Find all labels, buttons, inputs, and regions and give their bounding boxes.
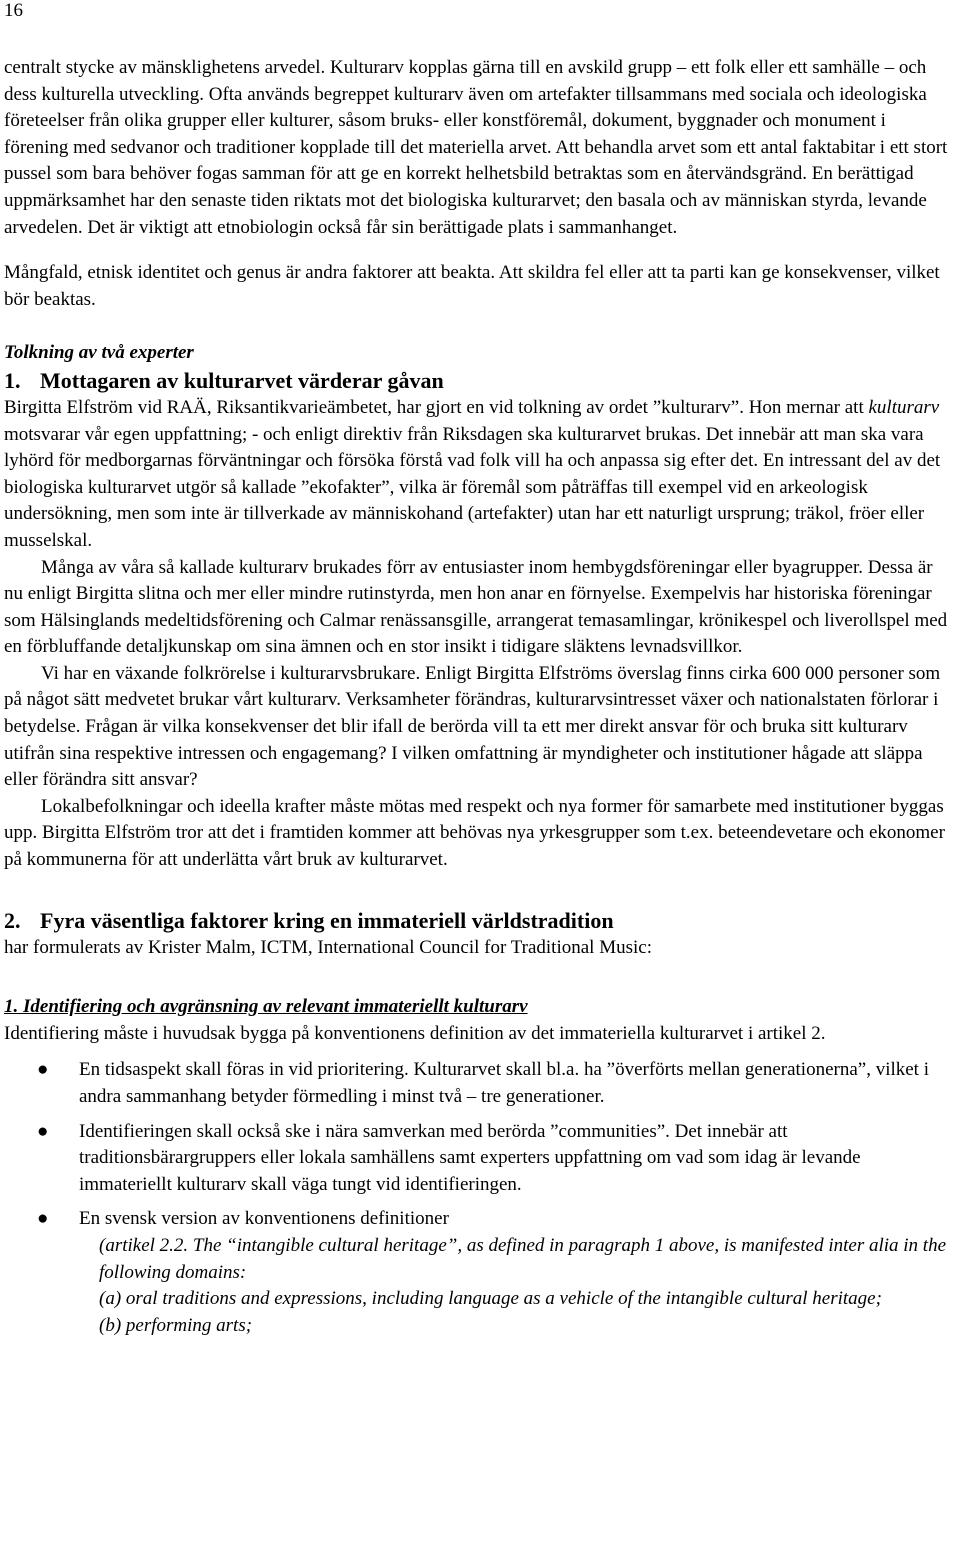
part2-subtitle: har formulerats av Krister Malm, ICTM, International Council for Traditional Music: [4, 936, 652, 958]
part1-p1-text: Birgitta Elfström vid RAÄ, Riksantikvarieämbetet, har gjort en vid tolkning av ordet ”kulturarv”. Hon mernar att [4, 396, 869, 418]
bullet-icon: ● [37, 1208, 49, 1230]
list-item-text: En tidsaspekt skall föras in vid prioritering. Kulturarvet skall bl.a. ha ”överförts mellan generationerna”, vilket i andra sammanhang betyder förmedling i minst två – tre generationer. [79, 1059, 929, 1107]
intro-paragraph-2: Mångfald, etnisk identitet och genus är andra faktorer att beakta. Att skildra fel eller att ta parti kan ge konsekvenser, vilket bör beaktas. [4, 262, 940, 310]
list-item [4, 1206, 954, 1339]
part2-title: Fyra väsentliga faktorer kring en immateriell världstradition [40, 907, 614, 933]
page-content [4, 55, 954, 1347]
factor1-title: 1. Identifiering och avgränsning av relevant immateriellt kulturarv [4, 996, 528, 1018]
part1-paragraph-1 [4, 395, 954, 555]
bullet-icon: ● [37, 1120, 49, 1142]
factor1-bullet-list [4, 1057, 954, 1339]
quote-block [79, 1233, 954, 1339]
bullet-icon: ● [37, 1059, 49, 1081]
intro-paragraph-1: centralt stycke av mänsklighetens arvedel. Kulturarv kopplas gärna till en avskild grupp – ett folk eller ett samhälle – och dess kulturella utveckling. Ofta används begreppet kulturarv även om artefakter tillsammans med sociala och ideologiska företeelser från olika grupper eller kulturer, såsom bruks- eller konstföremål, dokument, byggnader och monument i förening med sedvanor och traditioner kopplade till det materiella arvet. Att behandla arvet som ett antal faktabitar i ett stort pussel som bara behöver fogas samman för att ge en korrekt helhetsbild betraktas som en återvändsgränd. En berättigad uppmärksamhet har den senaste tiden riktats mot det biologiska kulturarvet; den basala och av människan styrda, levande arvedelen. Det är viktigt att etnobiologin också får sin berättigade plats i sammanhanget. [4, 57, 948, 238]
part1-title: Mottagaren av kulturarvet värderar gåvan [40, 367, 444, 393]
list-item [4, 1119, 954, 1199]
part1-heading [4, 367, 954, 395]
factor1-text: Identifiering måste i huvudsak bygga på konventionens definition av det immateriella kulturarvet i artikel 2. [4, 1022, 826, 1044]
page-number: 16 [4, 0, 23, 21]
part1-number: 1. [4, 367, 21, 393]
part2-heading [4, 907, 954, 935]
part1-paragraph-2: Många av våra så kallade kulturarv brukades förr av entusiaster inom hembygdsföreningar eller byagrupper. Dessa är nu enligt Birgitta slitna och mer eller mindre rutinstyrda, men hon anar en förnyelse. Exempelvis har historiska föreningar som Hälsinglands medeltidsförening och Calmar renässansgille, arrangerat temasamlingar, krönikespel och liverollspel med en förbluffande detaljkunskap om sina ämnen och en stor insikt i tidigare släktens levnadsvillkor. [4, 556, 948, 658]
quote-line: (b) performing arts; [99, 1314, 253, 1336]
part1-p1-text-after: motsvarar vår egen uppfattning; - och enligt direktiv från Riksdagen ska kulturarvet brukas. Det innebär att man ska vara lyhörd för medborgarnas förväntningar och försöka förstå vad folk vill ha och anpassa sig efter det. En intressant del av det biologiska kulturarvet utgör så kallade ”ekofakter”, vilka är föremål som påträffas till exempel vid en arkeologisk undersökning, men som inte är tillverkade av människohand (artefakter) utan har ett naturligt ursprung; träkol, fröer eller musselskal. [4, 423, 941, 551]
part1-paragraph-4: Lokalbefolkningar och ideella krafter måste mötas med respekt och nya former för samarbete med institutioner byggas upp. Birgitta Elfström tror att det i framtiden kommer att behövas nya yrkesgrupper som t.ex. beteendevetare och ekonomer på kommunerna för att underlätta vårt bruk av kulturarvet. [4, 795, 945, 871]
section-title: Tolkning av två experter [4, 342, 194, 364]
part2-number: 2. [4, 907, 21, 933]
list-item-text: Identifieringen skall också ske i nära samverkan med berörda ”communities”. Det innebär att traditionsbärargruppers eller lokala samhällens samt experters uppfattning om vad som idag är levande immateriellt kulturarv skall väga tungt vid identifieringen. [79, 1120, 861, 1195]
part1-paragraph-3: Vi har en växande folkrörelse i kulturarvsbrukare. Enligt Birgitta Elfströms överslag finns cirka 600 000 personer som på något sätt medvetet brukar vårt kulturarv. Verksamheter förändras, kulturarvsintresset växer och nationalstaten förlorar i betydelse. Frågan är vilka konsekvenser det blir ifall de berörda vill ta ett mer direkt ansvar för och bruka sitt kulturarv utifrån sina respektive intressen och engagemang? I vilken omfattning är myndigheter och institutioner hågade att släppa eller förändra sitt ansvar? [4, 662, 941, 791]
list-item [4, 1057, 954, 1110]
quote-line: (artikel 2.2. The “intangible cultural heritage”, as defined in paragraph 1 above, is manifested inter alia in the following domains: [99, 1234, 947, 1283]
quote-line: (a) oral traditions and expressions, including language as a vehicle of the intangible cultural heritage; [99, 1288, 882, 1310]
list-item-text: En svensk version av konventionens definitioner [79, 1208, 449, 1230]
part1-p1-italic: kulturarv [868, 396, 940, 418]
